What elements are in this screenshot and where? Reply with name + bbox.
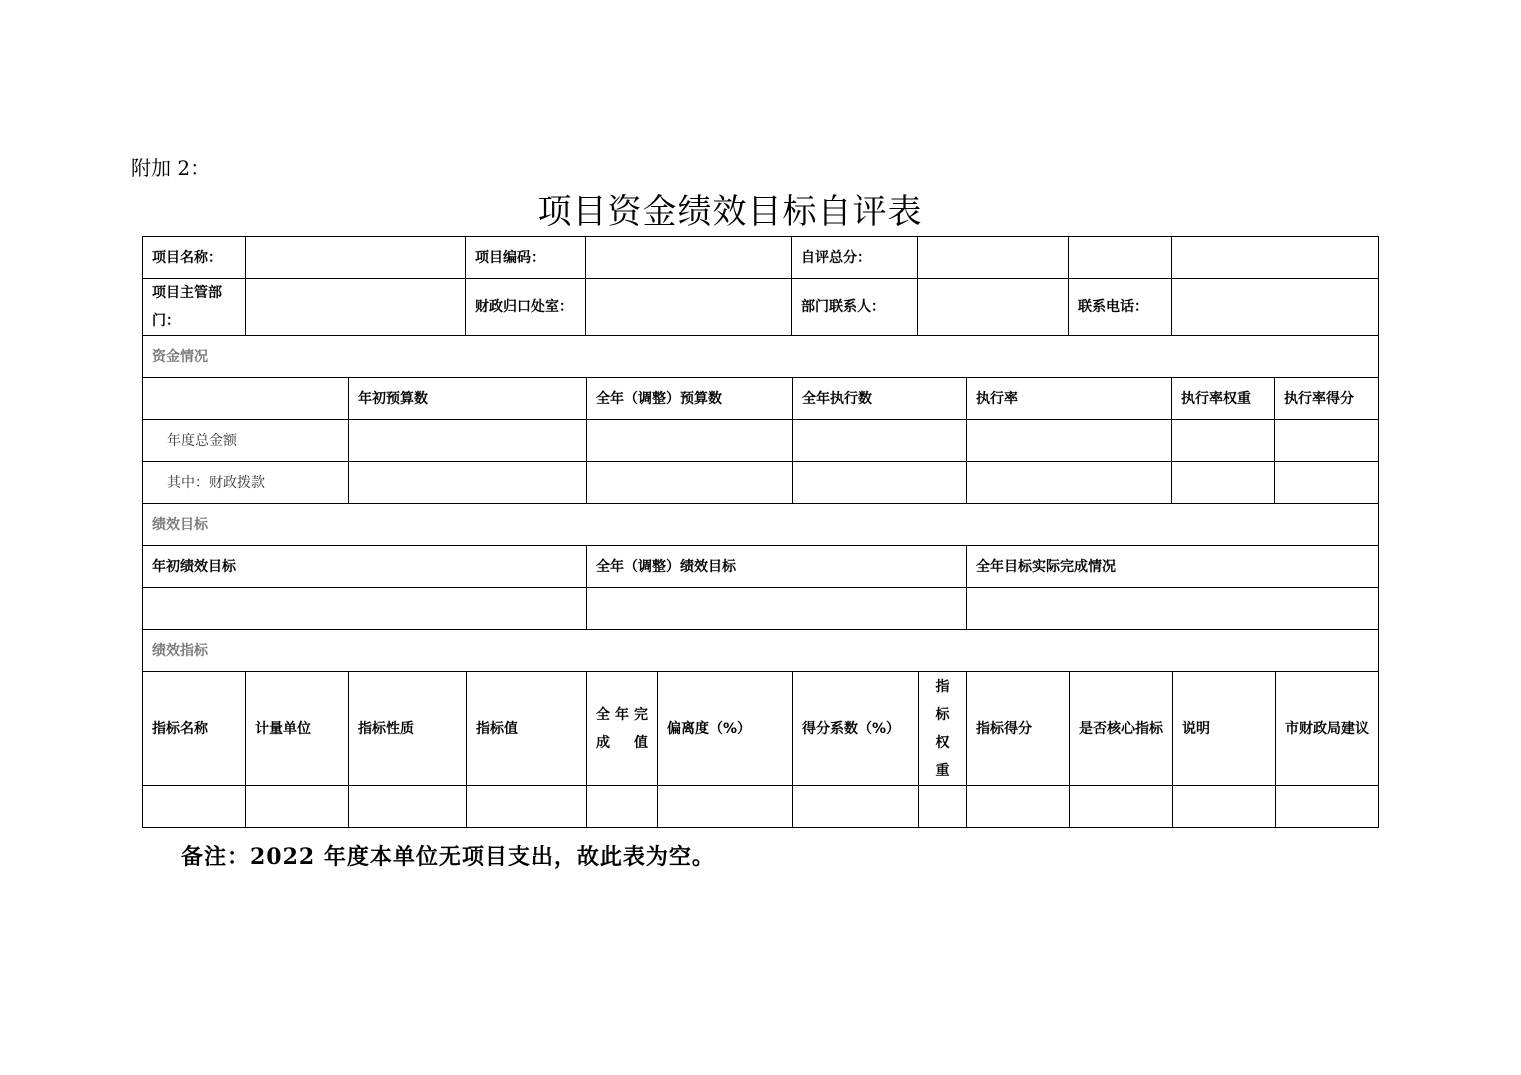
table-cell[interactable] (348, 785, 467, 828)
project-code-label: 项目编码： (465, 236, 586, 279)
dept-contact-label: 部门联系人： (791, 278, 918, 336)
col-annual-completion: 全年完成值 (586, 671, 658, 786)
self-score-label: 自评总分： (791, 236, 918, 279)
project-name-label: 项目名称： (142, 236, 246, 279)
col-adjusted-budget: 全年（调整）预算数 (586, 377, 793, 420)
project-code-field[interactable] (585, 236, 792, 279)
phone-label: 联系电话： (1068, 278, 1172, 336)
blank-cell (142, 377, 349, 420)
col-indicator-value: 指标值 (466, 671, 587, 786)
col-indicator-name: 指标名称 (142, 671, 246, 786)
col-adjusted-goal: 全年（调整）绩效目标 (586, 545, 967, 588)
table-cell[interactable] (586, 419, 793, 462)
table-cell[interactable] (348, 419, 587, 462)
row-fiscal-allocation: 其中：财政拨款 (142, 461, 349, 504)
col-unit: 计量单位 (245, 671, 349, 786)
evaluation-form-table (143, 237, 1379, 828)
dept-field[interactable] (245, 278, 466, 336)
col-indicator-score: 指标得分 (966, 671, 1070, 786)
col-initial-budget: 年初预算数 (348, 377, 587, 420)
col-rate-score: 执行率得分 (1274, 377, 1379, 420)
col-deviation: 偏离度（%） (657, 671, 793, 786)
table-cell[interactable] (966, 785, 1070, 828)
dept-label: 项目主管部门： (142, 278, 246, 336)
appendix-label: 附加 2： (131, 156, 211, 180)
finance-office-field[interactable] (585, 278, 792, 336)
col-finance-bureau-advice: 市财政局建议 (1275, 671, 1379, 786)
goals-section-label: 绩效目标 (142, 503, 1379, 546)
table-cell[interactable] (586, 461, 793, 504)
table-cell[interactable] (142, 785, 246, 828)
table-cell[interactable] (918, 785, 967, 828)
col-indicator-weight: 指标权重 (918, 671, 967, 786)
table-cell[interactable] (586, 587, 967, 630)
table-cell[interactable] (966, 419, 1172, 462)
col-actual-completion: 全年目标实际完成情况 (966, 545, 1379, 588)
col-executed: 全年执行数 (792, 377, 967, 420)
table-cell[interactable] (792, 785, 919, 828)
dept-contact-field[interactable] (917, 278, 1069, 336)
indicators-section-label: 绩效指标 (142, 629, 1379, 672)
col-remarks: 说明 (1172, 671, 1276, 786)
col-execution-rate: 执行率 (966, 377, 1172, 420)
table-cell[interactable] (1274, 461, 1379, 504)
phone-field[interactable] (1171, 278, 1379, 336)
col-score-coefficient: 得分系数（%） (792, 671, 919, 786)
col-is-core: 是否核心指标 (1069, 671, 1173, 786)
table-cell[interactable] (657, 785, 793, 828)
footnote: 备注：2022 年度本单位无项目支出，故此表为空。 (181, 844, 715, 870)
project-name-field[interactable] (245, 236, 466, 279)
table-cell[interactable] (1069, 785, 1173, 828)
table-cell[interactable] (1274, 419, 1379, 462)
table-cell[interactable] (466, 785, 587, 828)
table-cell[interactable] (1172, 785, 1276, 828)
table-cell[interactable] (1275, 785, 1379, 828)
table-cell[interactable] (792, 461, 967, 504)
col-initial-goal: 年初绩效目标 (142, 545, 587, 588)
col-rate-weight: 执行率权重 (1171, 377, 1275, 420)
self-score-field[interactable] (917, 236, 1069, 279)
table-cell[interactable] (966, 461, 1172, 504)
table-cell[interactable] (348, 461, 587, 504)
table-cell[interactable] (792, 419, 967, 462)
form-title: 项目资金绩效目标自评表 (537, 192, 923, 232)
table-cell[interactable] (245, 785, 349, 828)
finance-office-label: 财政归口处室： (465, 278, 586, 336)
table-cell[interactable] (142, 587, 587, 630)
table-cell[interactable] (586, 785, 658, 828)
blank-cell (1171, 236, 1379, 279)
table-cell[interactable] (1171, 419, 1275, 462)
table-cell[interactable] (1171, 461, 1275, 504)
row-total-amount: 年度总金额 (142, 419, 349, 462)
table-cell[interactable] (966, 587, 1379, 630)
blank-cell (1068, 236, 1172, 279)
funding-section-label: 资金情况 (142, 335, 1379, 378)
col-nature: 指标性质 (348, 671, 467, 786)
